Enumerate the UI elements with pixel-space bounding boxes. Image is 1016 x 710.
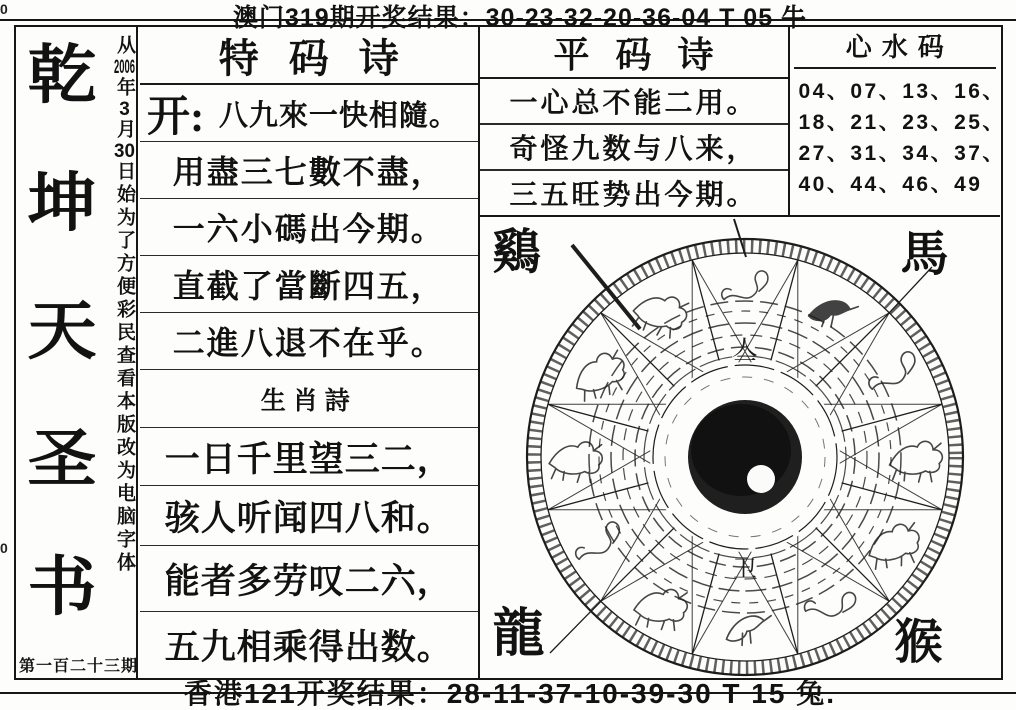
margin-zero-mark-mid: 0 [0, 540, 8, 556]
lucky-numbers-row: 40、44、46、49 [798, 173, 983, 196]
special-poem-line: 直截了當斷四五， [140, 256, 478, 313]
corner-label-dragon: 龍 [492, 606, 545, 663]
taiji-white-eye [747, 465, 775, 493]
flat-poem-line: 奇怪九数与八来， [480, 125, 788, 171]
flat-code-poem-panel [480, 27, 790, 217]
special-poem-title: 特码诗 [140, 27, 478, 85]
lucky-numbers-grid [790, 69, 1006, 200]
masthead-title-char: 天 [27, 295, 97, 367]
open-prefix: 开: [147, 93, 205, 141]
masthead-sidebar [16, 27, 138, 678]
lucky-numbers-row: 27、31、34、37、 [798, 142, 1006, 165]
lucky-numbers-row: 18、21、23、25、 [798, 111, 1006, 134]
macau-result-banner: 澳门319期开奖结果：30-23-32-20-36-04 T 05 牛 [232, 4, 808, 32]
corner-label-horse: 馬 [900, 228, 949, 281]
masthead-title-char: 乾 [27, 39, 97, 111]
note-segment: 从 [114, 35, 135, 58]
zodiac-poem-line: 能者多劳叹二六， [140, 546, 478, 612]
corner-label-rooster: 鷄 [492, 226, 541, 279]
note-segment: 月 [114, 119, 135, 142]
content-frame [14, 25, 1006, 680]
zodiac-poem-line: 五九相乘得出数。 [164, 628, 453, 667]
note-day-number: 30 [114, 142, 135, 161]
zodiac-poem-subtitle: 生肖詩 [140, 370, 478, 428]
masthead-title [22, 39, 102, 623]
special-poem-open-row [140, 85, 478, 142]
open-line: 八九來一快相隨。 [218, 99, 459, 132]
special-code-poem-panel [140, 27, 480, 678]
masthead-title-char: 坤 [27, 167, 97, 239]
zodiac-poem-line: 一日千里望三二， [140, 428, 478, 486]
note-year-number: 2006 [114, 58, 135, 77]
note-segment: 日始为了方便彩民查看本版改为电脑字体 [114, 161, 135, 575]
flat-poem-line: 一心总不能二用。 [480, 79, 788, 125]
medallion-bottom-glyph: 卫 [732, 556, 757, 583]
special-poem-line: 用盡三七數不盡， [140, 142, 478, 199]
special-poem-line: 一六小碼出今期。 [140, 199, 478, 256]
margin-zero-mark-top: 0 [0, 1, 8, 17]
lucky-numbers-title: 心水码 [794, 27, 997, 69]
note-month-number: 3 [119, 100, 130, 119]
hongkong-result-banner: 香港121开奖结果：28-11-37-10-39-30 T 15 兔. [183, 678, 837, 709]
lucky-numbers-row: 04、07、13、16、 [798, 80, 1006, 103]
masthead-title-char: 书 [27, 551, 97, 623]
issue-number-label: 第一百二十三期 [19, 658, 139, 675]
corner-label-monkey: 猴 [894, 616, 943, 669]
zodiac-poem-line: 骇人听闻四八和。 [140, 486, 478, 546]
flat-poem-line: 三五旺势出今期。 [509, 179, 758, 210]
special-poem-line: 二進八退不在乎。 [140, 313, 478, 370]
masthead-title-char: 圣 [27, 423, 97, 495]
zodiac-wheel-panel [480, 217, 1001, 677]
lucky-numbers-panel [790, 27, 1006, 217]
medallion-top-glyph: 亼 [731, 335, 758, 365]
masthead-note [106, 35, 134, 667]
note-segment: 年 [114, 77, 135, 100]
zodiac-wheel-graphic [480, 217, 1000, 677]
flat-poem-title: 平码诗 [480, 27, 788, 79]
